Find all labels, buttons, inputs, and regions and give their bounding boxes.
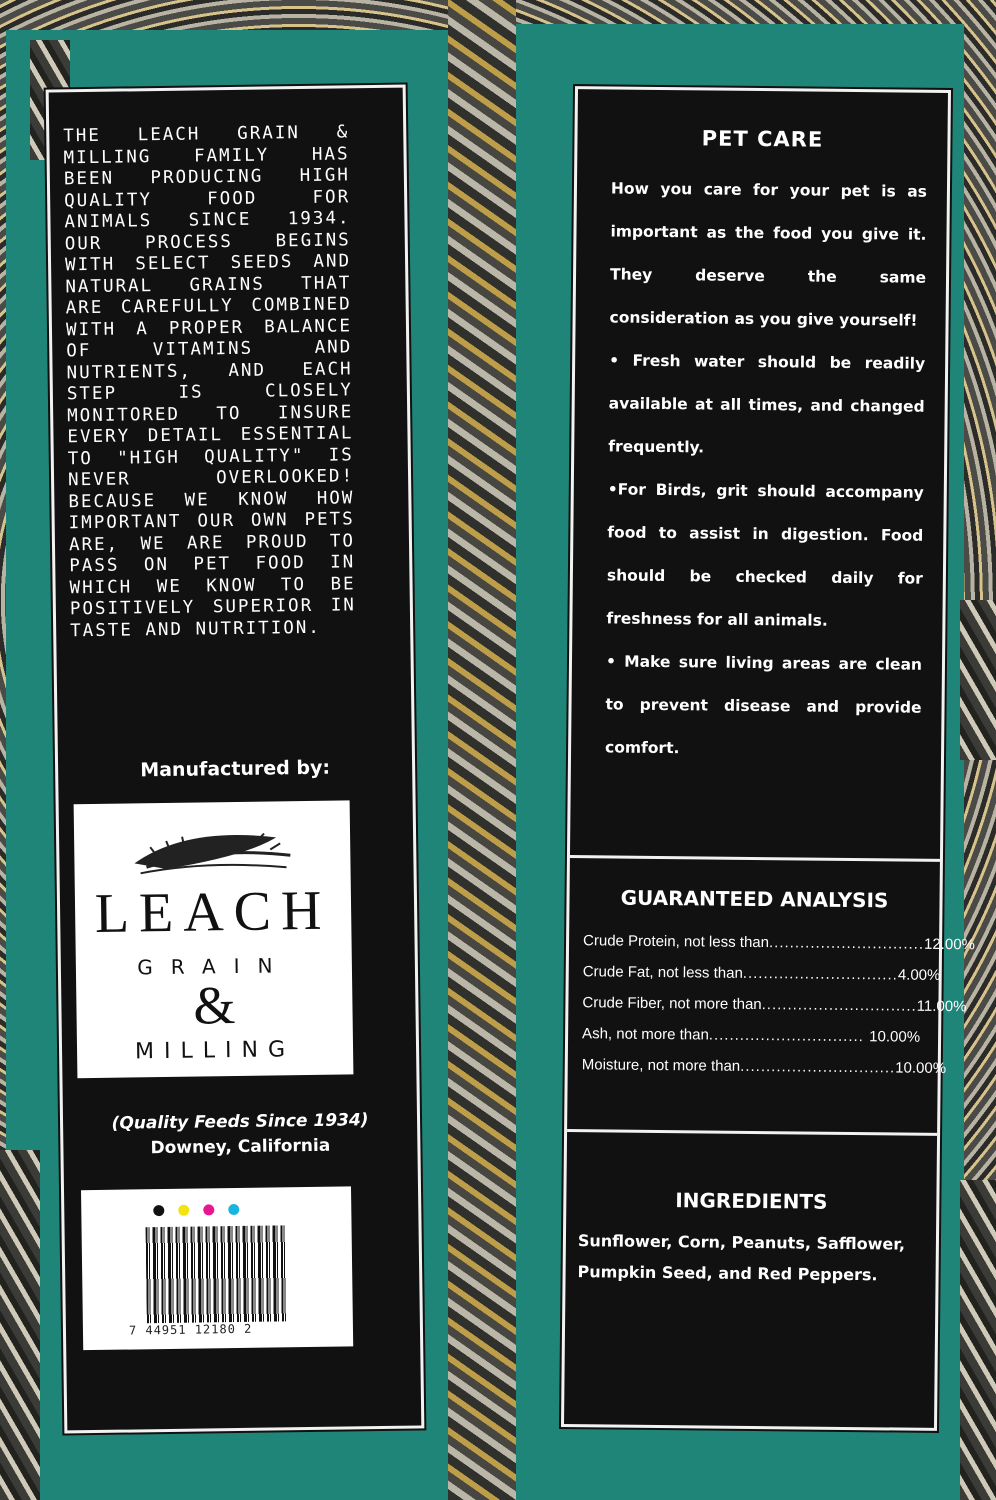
dot-leader: .............................. <box>742 964 898 984</box>
manufactured-by-label: Manufactured by: <box>140 756 331 782</box>
logo-ampersand: & <box>193 975 236 1036</box>
analysis-label: Ash, not more than <box>582 1025 709 1044</box>
pet-care-text <box>605 167 927 772</box>
company-logo <box>74 800 354 1078</box>
seed-cutout <box>960 600 996 760</box>
magenta-ink-dot <box>203 1204 214 1215</box>
analysis-row <box>582 987 967 1022</box>
analysis-row <box>582 925 976 960</box>
barcode-panel <box>81 1186 353 1350</box>
guaranteed-analysis-title: GUARANTEED ANALYSIS <box>620 885 889 913</box>
ink-registration-dots <box>153 1204 239 1216</box>
dot-leader: .............................. <box>740 1057 896 1077</box>
analysis-row <box>582 1018 920 1053</box>
analysis-label: Crude Fat, not less than <box>582 963 743 982</box>
quality-feeds-text: (Quality Feeds Since 1934) <box>111 1110 369 1134</box>
analysis-label: Moisture, not more than <box>581 1056 741 1075</box>
pet-care-paragraph: •For Birds, grit should accompany food to assist in digestion. Food should be checked daily for freshness for all animals. <box>606 480 924 630</box>
analysis-row <box>582 956 941 991</box>
logo-milling-text: MILLING <box>134 1037 296 1065</box>
analysis-value: 4.00% <box>897 966 941 984</box>
seed-background-strip <box>448 0 516 1500</box>
analysis-value: 10.00% <box>895 1059 947 1078</box>
section-divider <box>567 1129 937 1136</box>
analysis-row <box>581 1049 947 1084</box>
logo-grain-text: GRAIN <box>137 953 291 980</box>
wheat-sheaf-icon <box>126 815 299 881</box>
pet-care-paragraph: • Fresh water should be readily available at all times, and changed frequently. <box>608 351 926 457</box>
upc-barcode <box>146 1225 287 1323</box>
location-text: Downey, California <box>150 1135 331 1159</box>
ingredients-text: Sunflower, Corn, Peanuts, Safflower, Pumpkin Seed, and Red Peppers. <box>577 1231 906 1285</box>
seed-cutout <box>0 1150 40 1500</box>
pet-care-paragraph: • Make sure living areas are clean to prevent disease and provide comfort. <box>605 652 923 758</box>
upc-number: 7 44951 12180 2 <box>128 1321 253 1338</box>
guaranteed-analysis-table <box>581 925 976 1084</box>
ingredients-title: INGREDIENTS <box>675 1188 828 1214</box>
analysis-value: 11.00% <box>916 997 967 1016</box>
company-about-text: THE LEACH GRAIN & MILLING FAMILY HAS BEEN PRODUCING HIGH QUALITY FOOD FOR ANIMALS SINCE 1934. OUR PROCESS BEGINS WITH SELECT SEEDS AND NATURAL GRAINS THAT ARE CAREFULLY COMBINED WITH A PROPER BALANCE OF VITAMINS AND NUTRIENTS, AND EACH STEP IS CLOSELY MONITORED TO INSURE EVERY DETAIL ESSENTIAL TO "HIGH QUALITY" IS NEVER OVERLOOKED! BECAUSE WE KNOW HOW IMPORTANT OUR OWN PETS ARE, WE ARE PROUD TO PASS ON PET FOOD IN WHICH WE KNOW TO BE POSITIVELY SUPERIOR IN TASTE AND NUTRITION. <box>63 122 357 641</box>
analysis-value: 12.00% <box>923 935 976 954</box>
analysis-label: Crude Protein, not less than <box>582 932 770 952</box>
dot-leader: .............................. <box>708 1026 864 1046</box>
dot-leader: .............................. <box>768 934 925 953</box>
pet-care-title: PET CARE <box>701 126 824 152</box>
seed-cutout <box>960 1180 996 1500</box>
cyan-ink-dot <box>228 1204 239 1215</box>
pet-care-paragraph: How you care for your pet is as important as the food you give it. They deserve the same consideration as you give yourself! <box>609 179 928 330</box>
black-ink-dot <box>153 1205 164 1216</box>
analysis-value: 10.00% <box>869 1028 921 1046</box>
company-tagline <box>63 1107 418 1162</box>
pet-care-card <box>561 86 976 1431</box>
logo-leach-text: LEACH <box>94 879 332 945</box>
dot-leader: .............................. <box>761 996 917 1015</box>
section-divider <box>570 855 940 862</box>
company-info-card <box>46 85 425 1434</box>
yellow-ink-dot <box>178 1205 189 1216</box>
analysis-label: Crude Fiber, not more than <box>582 994 762 1014</box>
